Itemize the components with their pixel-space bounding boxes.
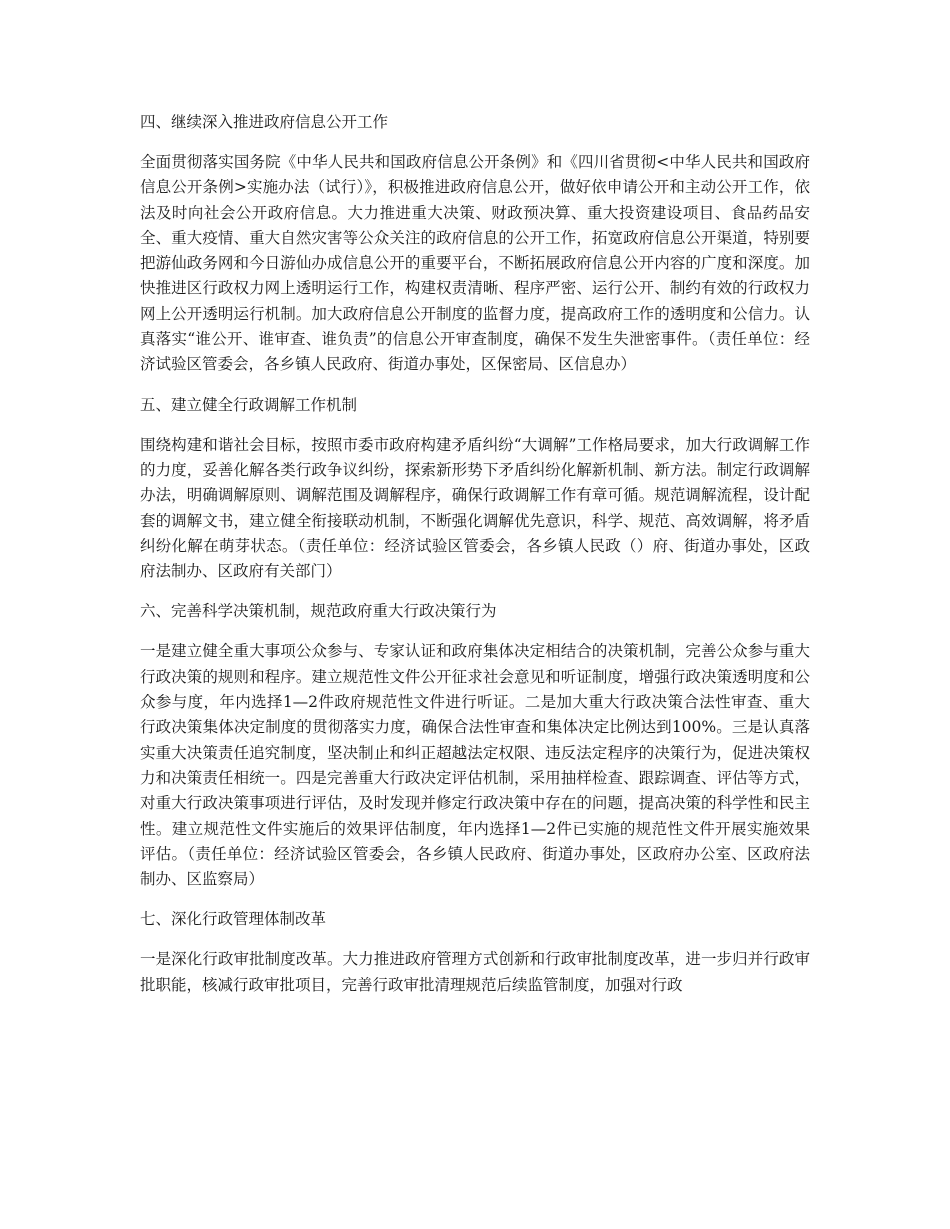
section-paragraph: 全面贯彻落实国务院《中华人民共和国政府信息公开条例》和《四川省贯彻<中华人民共和国政府信息公开条例>实施办法（试行）》，积极推进政府信息公开，做好依申请公开和主动公开工作，依法及时向社会公开政府信息。大力推进重大决策、财政预决算、重大投资建设项目、食品药品安全、重大疫情、重大自然灾害等公众关注的政府信息的公开工作，拓宽政府信息公开渠道，特别要把游仙政务网和今日游仙办成信息公开的重要平台，不断拓展政府信息公开内容的广度和深度。加快推进区行政权力网上透明运行工作，构建权责清晰、程序严密、运行公开、制约有效的行政权力网上公开透明运行机制。加大政府信息公开制度的监督力度，提高政府工作的透明度和公信力。认真落实“谁公开、谁审查、谁负责”的信息公开审查制度，确保不发生失泄密事件。（责任单位：经济试验区管委会，各乡镇人民政府、街道办事处，区保密局、区信息办） bbox=[140, 153, 810, 374]
document-page bbox=[140, 108, 810, 1011]
section-heading: 四、继续深入推进政府信息公开工作 bbox=[140, 113, 389, 131]
section-paragraph: 一是建立健全重大事项公众参与、专家认证和政府集体决定相结合的决策机制，完善公众参与重大行政决策的规则和程序。建立规范性文件公开征求社会意见和听证制度，增强行政决策透明度和公众参与度，年内选择1—2件政府规范性文件进行听证。二是加大重大行政决策合法性审查、重大行政决策集体决定制度的贯彻落实力度，确保合法性审查和集体决定比例达到100%。三是认真落实重大决策责任追究制度，坚决制止和纠正超越法定权限、违反法定程序的决策行为，促进决策权力和决策责任相统一。四是完善重大行政决定评估机制，采用抽样检查、跟踪调查、评估等方式，对重大行政决策事项进行评估，及时发现并修定行政决策中存在的问题，提高决策的科学性和民主性。建立规范性文件实施后的效果评估制度，年内选择1—2件已实施的规范性文件开展实施效果评估。（责任单位：经济试验区管委会，各乡镇人民政府、街道办事处，区政府办公室、区政府法制办、区监察局） bbox=[140, 642, 810, 889]
section-heading: 七、深化行政管理体制改革 bbox=[140, 910, 327, 929]
section-5 bbox=[140, 391, 810, 585]
section-heading: 六、完善科学决策机制，规范政府重大行政决策行为 bbox=[140, 602, 497, 621]
section-paragraph: 围绕构建和谐社会目标，按照市委市政府构建矛盾纠纷“大调解”工作格局要求，加大行政调解工作的力度，妥善化解各类行政争议纠纷，探索新形势下矛盾纠纷化解新机制、新方法。制定行政调解办法，明确调解原则、调解范围及调解程序，确保行政调解工作有章可循。规范调解流程，设计配套的调解文书，建立健全衔接联动机制，不断强化调解优先意识，科学、规范、高效调解，将矛盾纠纷化解在萌芽状态。（责任单位：经济试验区管委会，各乡镇人民政（）府、街道办事处，区政府法制办、区政府有关部门） bbox=[140, 435, 810, 581]
section-heading: 五、建立健全行政调解工作机制 bbox=[140, 395, 358, 414]
section-7 bbox=[140, 905, 810, 998]
section-4 bbox=[140, 108, 810, 378]
section-paragraph: 一是深化行政审批制度改革。大力推进政府管理方式创新和行政审批制度改革，进一步归并行政审批职能，核减行政审批项目，完善行政审批清理规范后续监管制度，加强对行政 bbox=[140, 950, 810, 994]
section-6 bbox=[140, 597, 810, 892]
